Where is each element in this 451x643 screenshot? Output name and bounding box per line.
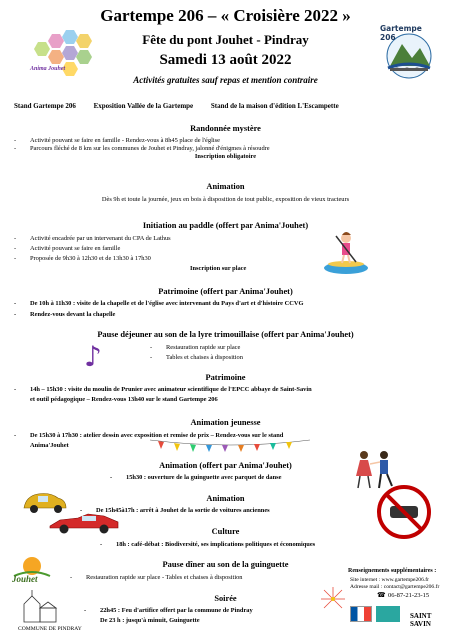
info-phone: 06-87-21-23-15 xyxy=(388,592,430,599)
pause-dejeuner-line: - Restauration rapide sur place xyxy=(150,344,241,351)
pause-dejeuner-line: - Tables et chaises à disposition xyxy=(150,354,243,361)
anima-jouhet-logo xyxy=(30,28,102,86)
paddle-note: Inscription sur place xyxy=(190,265,247,272)
pause-diner-line: - Restauration rapide sur place - Tables et chaises à disposition xyxy=(70,574,243,581)
paddle-line: - Proposée de 9h30 à 12h30 et de 13h30 à 17h30 xyxy=(14,255,151,262)
stands-row xyxy=(14,102,355,110)
stand-item: Stand de la maison d'édition L'Escampette xyxy=(210,102,339,110)
section-title-culture: Culture xyxy=(211,527,240,536)
section-title-animation-3: Animation xyxy=(206,494,245,503)
event-date: Samedi 13 août 2022 xyxy=(159,52,292,68)
section-title-patrimoine: Patrimoine (offert par Anima'Jouhet) xyxy=(158,287,293,296)
partner-logo xyxy=(376,606,400,622)
republic-logo xyxy=(350,606,372,622)
patrimoine2-line: - 14h – 15h30 : visite du moulin de Prunier avec animateur scientifique de l'EPCC abbaye de Saint-Savin xyxy=(14,386,312,393)
section-title-pause-dejeuner: Pause déjeuner au son de la lyre trimouillaise (offert par Anima'Jouhet) xyxy=(97,330,354,339)
animation-text: Dès 9h et toute la journée, jeux en bois à disposition de tout public, exposition de vieux tracteurs xyxy=(101,196,350,203)
phone-icon: ☎ xyxy=(377,591,386,599)
page-title: Gartempe 206 – « Croisière 2022 » xyxy=(100,6,351,25)
section-title-jeunesse: Animation jeunesse xyxy=(190,418,261,427)
section-title-patrimoine-2: Patrimoine xyxy=(205,373,246,382)
church-drawing xyxy=(20,588,60,624)
animation3-line: - De 15h45à17h : arrêt à Jouhet de la sortie de voitures anciennes xyxy=(80,507,270,514)
anima-logo-text: Anima Jouhet xyxy=(30,66,66,72)
fireworks-illustration xyxy=(316,584,350,614)
gartempe-logo xyxy=(378,22,440,82)
stand-item: Stand Gartempe 206 xyxy=(14,102,76,110)
animation2-line: - 15h30 : ouverture de la guinguette avec parquet de danse xyxy=(110,474,282,481)
soiree-line: De 23 h : jusqu'à minuit, Guinguette xyxy=(100,617,200,624)
section-title-pause-diner: Pause dîner au son de la guinguette xyxy=(162,560,289,569)
gartempe-logo-text: Gartempe 206 xyxy=(380,24,422,42)
paddle-line: - Activité pouvant se faire en famille xyxy=(14,245,121,252)
info-title: Renseignements supplémentaires : xyxy=(348,568,437,574)
section-title-animation-2: Animation (offert par Anima'Jouhet) xyxy=(159,461,292,470)
section-title-randonnee: Randonnée mystère xyxy=(190,124,261,133)
info-email: Adresse mail : contact@gartempe206.fr xyxy=(350,584,440,590)
section-title-soiree: Soirée xyxy=(214,594,237,603)
paddle-illustration xyxy=(322,228,370,276)
section-title-paddle: Initiation au paddle (offert par Anima'Jouhet) xyxy=(142,221,309,230)
event-subtitle: Fête du pont Jouhet - Pindray xyxy=(142,32,309,47)
patrimoine-line: - Rendez-vous devant la chapelle xyxy=(14,311,116,318)
info-site: Site internet : www.gartempe206.fr xyxy=(350,577,430,583)
randonnee-note: Inscription obligatoire xyxy=(194,153,257,160)
culture-line: - 18h : café-débat : Biodiversité, ses implications politiques et économiques xyxy=(100,541,316,548)
soiree-line: - 22h45 : Feu d'artifice offert par la commune de Pindray xyxy=(84,607,253,614)
saint-savin-logo: SAINT SAVIN xyxy=(410,612,432,628)
patrimoine-line: - De 10h à 11h30 : visite de la chapelle et de l'église avec intervenant du Pays d'art et d'histoire CCVG xyxy=(14,300,304,307)
commune-label: COMMUNE DE PINDRAY xyxy=(18,626,82,632)
stand-item: Exposition Vallée de la Gartempe xyxy=(93,102,194,110)
free-note: Activités gratuites sauf repas et mention contraire xyxy=(133,75,318,85)
music-note-icon: ♪ xyxy=(84,340,102,373)
paddle-line: - Activité encadrée par un intervenant du CPA de Lathus xyxy=(14,235,171,242)
patrimoine2-line: et outil pédagogique – Rendez-vous 13h40 sur le stand Gartempe 206 xyxy=(30,396,218,403)
randonnee-line: - Parcours fléché de 8 km sur les communes de Jouhet et Pindray, jalonné d'énigmes à résoudre xyxy=(14,145,270,152)
randonnee-line: - Activité pouvant se faire en famille - Rendez-vous à 8h45 place de l'église xyxy=(14,137,220,144)
jeunesse-line: - De 15h30 à 17h30 : atelier dessin avec exposition et remise de prix – Rendez-vous sur le stand xyxy=(14,432,284,439)
jouhet-logo-text: Jouhet xyxy=(12,574,38,584)
jeunesse-line: Anima'Jouhet xyxy=(30,442,69,449)
section-title-animation: Animation xyxy=(206,182,245,191)
bunting-decoration xyxy=(150,438,310,452)
